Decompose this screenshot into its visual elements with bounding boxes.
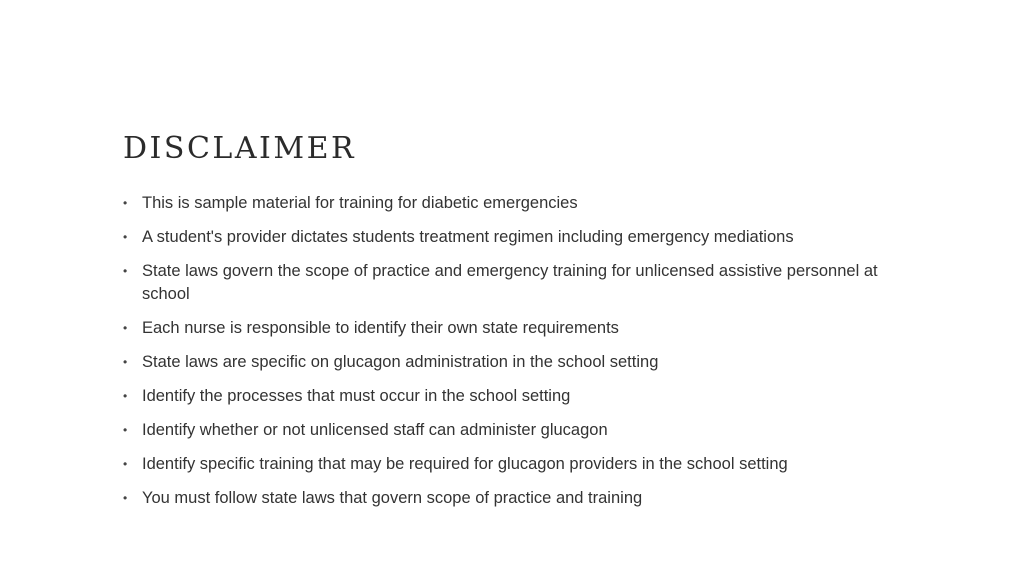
bullet-dot-icon: • (123, 196, 128, 210)
slide-title: DISCLAIMER (123, 131, 357, 166)
bullet-dot-icon: • (123, 355, 128, 369)
bullet-dot-icon: • (123, 423, 128, 437)
bullet-text: Identify the processes that must occur in the school setting (142, 387, 571, 405)
bullet-item (123, 351, 913, 374)
bullet-item (123, 385, 913, 408)
bullet-item (123, 260, 913, 306)
bullet-item (123, 192, 913, 215)
bullet-dot-icon: • (123, 230, 128, 244)
bullet-item (123, 419, 913, 442)
bullet-dot-icon: • (123, 389, 128, 403)
bullet-item (123, 487, 913, 510)
bullet-text: Identify whether or not unlicensed staff can administer glucagon (142, 421, 608, 439)
bullet-text: State laws are specific on glucagon administration in the school setting (142, 353, 659, 371)
bullet-item (123, 453, 913, 476)
bullet-text: This is sample material for training for diabetic emergencies (142, 194, 578, 212)
bullet-text: You must follow state laws that govern scope of practice and training (142, 489, 643, 507)
bullet-text: State laws govern the scope of practice and emergency training for unlicensed assistive personnel at school (142, 262, 878, 303)
bullet-item (123, 226, 913, 249)
bullet-text: Each nurse is responsible to identify their own state requirements (142, 319, 619, 337)
bullet-item (123, 317, 913, 340)
bullet-dot-icon: • (123, 321, 128, 335)
bullet-text: A student's provider dictates students treatment regimen including emergency mediations (142, 228, 794, 246)
bullet-dot-icon: • (123, 457, 128, 471)
bullet-dot-icon: • (123, 264, 128, 278)
bullet-list (123, 192, 913, 521)
bullet-dot-icon: • (123, 491, 128, 505)
bullet-text: Identify specific training that may be required for glucagon providers in the school setting (142, 455, 788, 473)
